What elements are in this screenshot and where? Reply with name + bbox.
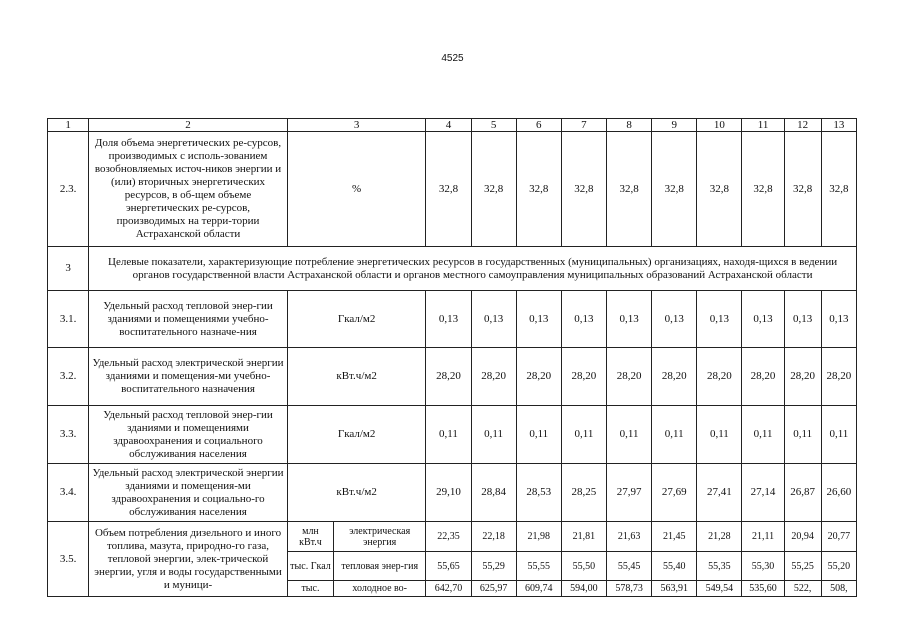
value-cell: 55,65 [426, 552, 471, 581]
value-cell: 55,35 [697, 552, 742, 581]
table-row [48, 406, 857, 464]
value-cell: 27,69 [652, 464, 697, 522]
header-row [48, 119, 857, 132]
value-cell: 28,53 [516, 464, 561, 522]
value-cell: 22,18 [471, 522, 516, 552]
table-row [48, 348, 857, 406]
value-cell: 28,20 [606, 348, 651, 406]
header-cell: 10 [697, 119, 742, 132]
value-cell: 32,8 [471, 132, 516, 247]
value-cell: 55,50 [561, 552, 606, 581]
value-cell: 0,11 [561, 406, 606, 464]
header-cell: 6 [516, 119, 561, 132]
value-cell: 0,13 [821, 291, 856, 348]
header-cell: 13 [821, 119, 856, 132]
value-cell: 55,25 [784, 552, 821, 581]
row-number: 3.1. [48, 291, 89, 348]
value-cell: 28,20 [652, 348, 697, 406]
value-cell: 21,45 [652, 522, 697, 552]
indicator-description: Объем потребления дизельного и иного топлива, мазута, природно-го газа, тепловой энергии, элек-трической энергии, угля и воды государственными и муници- [89, 522, 288, 597]
value-cell: 0,11 [821, 406, 856, 464]
unit-cell: тыс. [287, 581, 333, 597]
header-cell: 5 [471, 119, 516, 132]
value-cell: 28,20 [697, 348, 742, 406]
value-cell: 32,8 [784, 132, 821, 247]
indicator-description: Удельный расход тепловой энер-гии зданиями и помещениями здравоохранения и социального обслуживания населения [89, 406, 288, 464]
value-cell: 32,8 [606, 132, 651, 247]
value-cell: 0,11 [784, 406, 821, 464]
value-cell: 535,60 [742, 581, 784, 597]
header-cell: 7 [561, 119, 606, 132]
indicators-table [47, 118, 857, 597]
header-cell: 4 [426, 119, 471, 132]
value-cell: 32,8 [742, 132, 784, 247]
value-cell: 522, [784, 581, 821, 597]
unit-cell: Гкал/м2 [287, 406, 425, 464]
value-cell: 32,8 [516, 132, 561, 247]
value-cell: 28,84 [471, 464, 516, 522]
value-cell: 0,11 [697, 406, 742, 464]
header-cell: 1 [48, 119, 89, 132]
resource-kind-cell: тепловая энер-гия [334, 552, 426, 581]
value-cell: 28,20 [742, 348, 784, 406]
resource-kind-cell: электрическая энергия [334, 522, 426, 552]
section-row [48, 247, 857, 291]
value-cell: 28,20 [561, 348, 606, 406]
value-cell: 0,13 [561, 291, 606, 348]
header-cell: 9 [652, 119, 697, 132]
value-cell: 21,11 [742, 522, 784, 552]
value-cell: 29,10 [426, 464, 471, 522]
value-cell: 21,81 [561, 522, 606, 552]
unit-cell: Гкал/м2 [287, 291, 425, 348]
indicator-description: Удельный расход тепловой энер-гии зданиями и помещениями учебно-воспитательного назначе-ния [89, 291, 288, 348]
row-number: 3.4. [48, 464, 89, 522]
header-cell: 3 [287, 119, 425, 132]
unit-cell: млн кВт.ч [287, 522, 333, 552]
value-cell: 26,87 [784, 464, 821, 522]
value-cell: 20,77 [821, 522, 856, 552]
value-cell: 0,11 [471, 406, 516, 464]
header-cell: 2 [89, 119, 288, 132]
value-cell: 28,20 [784, 348, 821, 406]
row-number: 3.5. [48, 522, 89, 597]
value-cell: 28,20 [821, 348, 856, 406]
value-cell: 0,13 [742, 291, 784, 348]
value-cell: 32,8 [426, 132, 471, 247]
value-cell: 0,11 [426, 406, 471, 464]
value-cell: 549,54 [697, 581, 742, 597]
value-cell: 27,41 [697, 464, 742, 522]
value-cell: 28,20 [516, 348, 561, 406]
value-cell: 28,20 [426, 348, 471, 406]
value-cell: 32,8 [821, 132, 856, 247]
value-cell: 0,11 [742, 406, 784, 464]
page-number: 4525 [441, 53, 464, 64]
section-heading: Целевые показатели, характеризующие потребление энергетических ресурсов в государственных (муниципальных) организациях, находя-щихся в ведении органов государственной власти Астраханской области и органов местного самоуправления муниципальных образований Астраханской области [89, 247, 857, 291]
indicator-description: Доля объема энергетических ре-сурсов, производимых с исполь-зованием возобновляемых источ-ников энергии и (или) вторичных энергетических ресурсов, в об-щем объеме энергетических ре-сурсов, производимых на терри-тории Астраханской области [89, 132, 288, 247]
value-cell: 0,13 [652, 291, 697, 348]
value-cell: 594,00 [561, 581, 606, 597]
value-cell: 32,8 [561, 132, 606, 247]
row-number: 2.3. [48, 132, 89, 247]
header-cell: 12 [784, 119, 821, 132]
value-cell: 21,28 [697, 522, 742, 552]
resource-kind-cell: холодное во- [334, 581, 426, 597]
unit-cell: тыс. Гкал [287, 552, 333, 581]
table-row [48, 464, 857, 522]
value-cell: 21,63 [606, 522, 651, 552]
indicator-description: Удельный расход электрической энергии зданиями и помещения-ми учебно-воспитательного назначения [89, 348, 288, 406]
value-cell: 0,13 [697, 291, 742, 348]
table-row [48, 132, 857, 247]
value-cell: 55,40 [652, 552, 697, 581]
table-row [48, 291, 857, 348]
value-cell: 55,55 [516, 552, 561, 581]
value-cell: 0,13 [471, 291, 516, 348]
header-cell: 11 [742, 119, 784, 132]
unit-cell: кВт.ч/м2 [287, 464, 425, 522]
value-cell: 55,29 [471, 552, 516, 581]
value-cell: 55,45 [606, 552, 651, 581]
value-cell: 0,13 [426, 291, 471, 348]
value-cell: 0,13 [606, 291, 651, 348]
value-cell: 0,11 [652, 406, 697, 464]
header-cell: 8 [606, 119, 651, 132]
value-cell: 55,20 [821, 552, 856, 581]
indicator-description: Удельный расход электрической энергии зданиями и помещения-ми здравоохранения и социально-го обслуживания населения [89, 464, 288, 522]
value-cell: 21,98 [516, 522, 561, 552]
value-cell: 508, [821, 581, 856, 597]
value-cell: 642,70 [426, 581, 471, 597]
value-cell: 0,13 [516, 291, 561, 348]
unit-cell: % [287, 132, 425, 247]
unit-cell: кВт.ч/м2 [287, 348, 425, 406]
value-cell: 26,60 [821, 464, 856, 522]
value-cell: 22,35 [426, 522, 471, 552]
value-cell: 32,8 [697, 132, 742, 247]
value-cell: 563,91 [652, 581, 697, 597]
value-cell: 578,73 [606, 581, 651, 597]
row-number: 3.2. [48, 348, 89, 406]
value-cell: 32,8 [652, 132, 697, 247]
value-cell: 28,20 [471, 348, 516, 406]
value-cell: 0,11 [606, 406, 651, 464]
value-cell: 27,97 [606, 464, 651, 522]
value-cell: 0,11 [516, 406, 561, 464]
row-number: 3.3. [48, 406, 89, 464]
value-cell: 609,74 [516, 581, 561, 597]
value-cell: 20,94 [784, 522, 821, 552]
value-cell: 55,30 [742, 552, 784, 581]
value-cell: 28,25 [561, 464, 606, 522]
section-number: 3 [48, 247, 89, 291]
value-cell: 27,14 [742, 464, 784, 522]
table-row [48, 522, 857, 552]
value-cell: 0,13 [784, 291, 821, 348]
value-cell: 625,97 [471, 581, 516, 597]
